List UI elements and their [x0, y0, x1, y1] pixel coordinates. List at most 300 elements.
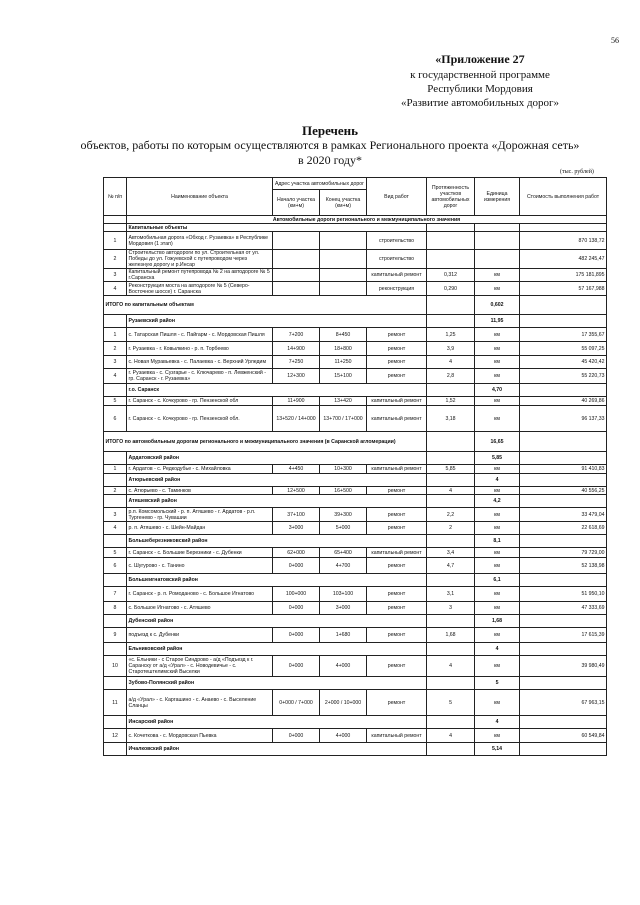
- cost: 55 097,25: [520, 342, 607, 356]
- group-length: 11,95: [475, 315, 520, 328]
- header-num: № п/п: [104, 178, 127, 216]
- end-km: 13+700 / 17+000: [320, 406, 367, 432]
- work-type: капитальный ремонт: [367, 729, 427, 743]
- row-num: 2: [104, 342, 127, 356]
- length-km: 3,9: [427, 342, 475, 356]
- object-name: «с. Ельники - с Старое Синдрово - а/д «Подъезд к г. Саранску от а/д «Урал» - с. Новодевичье - с. Старотештелимский Выселки: [127, 656, 273, 677]
- unit: км: [475, 328, 520, 342]
- table-row: [104, 250, 607, 269]
- group-length: 4,70: [475, 384, 520, 397]
- object-name: г. Саранск - р. п. Ромодановo - с. Большое Игнатово: [127, 587, 273, 602]
- row-num: 5: [104, 397, 127, 406]
- cell-empty: [520, 296, 607, 315]
- start-km: 7+250: [273, 356, 320, 369]
- length-km: [427, 232, 475, 250]
- cell-empty: [520, 452, 607, 465]
- length-km: 4: [427, 487, 475, 495]
- work-type: ремонт: [367, 602, 427, 615]
- start-km: 11+900: [273, 397, 320, 406]
- unit: км: [475, 729, 520, 743]
- start-km: 3+000: [273, 522, 320, 535]
- end-km: 13+420: [320, 397, 367, 406]
- work-type: ремонт: [367, 508, 427, 522]
- length-km: 5: [427, 690, 475, 716]
- unit: км: [475, 342, 520, 356]
- group-row: [104, 315, 607, 328]
- group-name: Ельниковский район: [127, 643, 427, 656]
- row-num: 4: [104, 282, 127, 296]
- objects-table: [103, 177, 607, 756]
- object-name: с. Новая Муравьевка - с. Палаевка - с. Верхний Урледим: [127, 356, 273, 369]
- unit: [475, 232, 520, 250]
- cell-empty: [520, 535, 607, 548]
- work-type: ремонт: [367, 369, 427, 384]
- unit: км: [475, 406, 520, 432]
- row-num: 4: [104, 369, 127, 384]
- object-name: г. Рузаевка - с. Сузгарье - с. Ключарево - п. Левженский - гр. Саранск - г. Рузаевка»: [127, 369, 273, 384]
- start-km: 12+500: [273, 487, 320, 495]
- cell-empty: [104, 495, 127, 508]
- start-km: 37+100: [273, 508, 320, 522]
- group-length: 4: [475, 474, 520, 487]
- cost: 60 549,84: [520, 729, 607, 743]
- row-num: 5: [104, 548, 127, 558]
- table-row: [104, 342, 607, 356]
- group-row: [104, 535, 607, 548]
- table-row: [104, 465, 607, 474]
- start-km: [273, 282, 320, 296]
- work-type: строительство: [367, 250, 427, 269]
- end-km: 65+400: [320, 548, 367, 558]
- table-row: [104, 487, 607, 495]
- header-work: Вид работ: [367, 178, 427, 216]
- cell-empty: [104, 535, 127, 548]
- table-row: [104, 406, 607, 432]
- work-type: реконструкция: [367, 282, 427, 296]
- unit: км: [475, 656, 520, 677]
- work-type: капитальный ремонт: [367, 269, 427, 282]
- cell-empty: [427, 615, 475, 628]
- group-row: [104, 716, 607, 729]
- length-km: 4: [427, 729, 475, 743]
- group-name: Большеберезниковский район: [127, 535, 427, 548]
- cost: 33 479,04: [520, 508, 607, 522]
- unit: км: [475, 548, 520, 558]
- cell-empty: [520, 474, 607, 487]
- table-row: [104, 232, 607, 250]
- group-length: 4: [475, 716, 520, 729]
- end-km: 2+000 / 10+000: [320, 690, 367, 716]
- table-row: [104, 282, 607, 296]
- row-num: 4: [104, 522, 127, 535]
- end-km: 11+250: [320, 356, 367, 369]
- end-km: 15+100: [320, 369, 367, 384]
- cell-empty: [520, 643, 607, 656]
- header-cost: Стоимость выполнения работ: [520, 178, 607, 216]
- cost: 55 220,73: [520, 369, 607, 384]
- cell-empty: [520, 224, 607, 232]
- table-row: [104, 558, 607, 574]
- length-km: 4,7: [427, 558, 475, 574]
- work-type: капитальный ремонт: [367, 397, 427, 406]
- object-name: г. Рузаевка - г. Ковылкино - р. п. Торбеево: [127, 342, 273, 356]
- cell-empty: [104, 677, 127, 690]
- group-row: [104, 615, 607, 628]
- group-length: 5: [475, 677, 520, 690]
- cost: 17 615,39: [520, 628, 607, 643]
- group-length: 5,14: [475, 743, 520, 756]
- appendix-title: «Приложение 27: [435, 52, 525, 66]
- end-km: 4+000: [320, 656, 367, 677]
- unit: км: [475, 487, 520, 495]
- table-row: [104, 522, 607, 535]
- length-km: 3,4: [427, 548, 475, 558]
- end-km: [320, 250, 367, 269]
- section-title: Автомобильные дороги регионального и межмуниципального значения: [127, 216, 607, 224]
- list-subtitle-text: объектов, работы по которым осуществляются в рамках Регионального проекта «Дорожная сеть»: [80, 138, 580, 152]
- cell-empty: [104, 643, 127, 656]
- work-type: ремонт: [367, 690, 427, 716]
- object-name: р. п. Атяшево - с. Шейн-Майдан: [127, 522, 273, 535]
- work-type: ремонт: [367, 558, 427, 574]
- object-name: а/д «Урал» - с. Каргашино - с. Анаево - с. Выселение Сланцы: [127, 690, 273, 716]
- header-address: Адрес участка автомобильных дорог: [273, 178, 367, 190]
- cell-empty: [427, 574, 475, 587]
- start-km: 0+000: [273, 656, 320, 677]
- cost: 52 138,98: [520, 558, 607, 574]
- object-name: г. Ардатов - с. Редкодубье - с. Михайловка: [127, 465, 273, 474]
- cell-empty: [427, 384, 475, 397]
- cost: 22 618,69: [520, 522, 607, 535]
- row-num: 2: [104, 250, 127, 269]
- table-body: [104, 216, 607, 756]
- start-km: 62+000: [273, 548, 320, 558]
- length-km: 1,25: [427, 328, 475, 342]
- end-km: 3+000: [320, 602, 367, 615]
- work-type: ремонт: [367, 328, 427, 342]
- cell-empty: [104, 574, 127, 587]
- header-length: Протяженность участков автомобильных дорог: [427, 178, 475, 216]
- group-name: Рузаевский район: [127, 315, 427, 328]
- table-row: [104, 508, 607, 522]
- group-row: [104, 495, 607, 508]
- group-name: Атяшевский район: [127, 495, 427, 508]
- end-km: 39+300: [320, 508, 367, 522]
- group-length: 8,1: [475, 535, 520, 548]
- work-type: капитальный ремонт: [367, 548, 427, 558]
- length-km: 4: [427, 656, 475, 677]
- object-name: Реконструкция моста на автодороге № 5 (Северо-Восточное шоссе) г. Саранска: [127, 282, 273, 296]
- cost: 45 420,42: [520, 356, 607, 369]
- start-km: 12+300: [273, 369, 320, 384]
- cell-empty: [427, 224, 475, 232]
- cell-empty: [104, 615, 127, 628]
- start-km: [273, 250, 320, 269]
- cost: 57 167,988: [520, 282, 607, 296]
- unit: км: [475, 690, 520, 716]
- cell-empty: [427, 743, 475, 756]
- unit: км: [475, 269, 520, 282]
- group-length: [475, 224, 520, 232]
- object-name: с. Атюрьево - с. Таминков: [127, 487, 273, 495]
- table-row: [104, 587, 607, 602]
- total-name: ИТОГО по автомобильным дорогам регионального и межмуниципального значения (в Саранской агломерации): [104, 432, 427, 452]
- cost: 79 729,00: [520, 548, 607, 558]
- end-km: 16+500: [320, 487, 367, 495]
- start-km: [273, 232, 320, 250]
- length-km: 3: [427, 602, 475, 615]
- unit: км: [475, 397, 520, 406]
- group-name: Большеигнатовский район: [127, 574, 427, 587]
- group-row: [104, 643, 607, 656]
- unit: км: [475, 602, 520, 615]
- group-name: Капитальные объекты: [127, 224, 427, 232]
- group-row: [104, 474, 607, 487]
- cost: 870 138,72: [520, 232, 607, 250]
- end-km: [320, 269, 367, 282]
- row-num: 12: [104, 729, 127, 743]
- end-km: 5+000: [320, 522, 367, 535]
- list-subtitle: [60, 138, 600, 168]
- table-row: [104, 269, 607, 282]
- end-km: [320, 232, 367, 250]
- length-km: 2,2: [427, 508, 475, 522]
- end-km: 10+300: [320, 465, 367, 474]
- cell-empty: [427, 452, 475, 465]
- start-km: 0+000 / 7+000: [273, 690, 320, 716]
- cost: 175 181,895: [520, 269, 607, 282]
- cell-empty: [520, 743, 607, 756]
- end-km: 1+680: [320, 628, 367, 643]
- cell-empty: [427, 296, 475, 315]
- start-km: [273, 269, 320, 282]
- start-km: 7+200: [273, 328, 320, 342]
- group-length: 4: [475, 643, 520, 656]
- header-end: Конец участка (км+м): [320, 190, 367, 216]
- group-length: 5,85: [475, 452, 520, 465]
- length-km: 3,18: [427, 406, 475, 432]
- work-type: ремонт: [367, 628, 427, 643]
- work-type: капитальный ремонт: [367, 406, 427, 432]
- group-name: Ичалковский район: [127, 743, 427, 756]
- group-row: [104, 452, 607, 465]
- header-start: Начало участка (км+м): [273, 190, 320, 216]
- object-name: с. Шугурово - с. Танино: [127, 558, 273, 574]
- start-km: 4+450: [273, 465, 320, 474]
- end-km: [320, 282, 367, 296]
- appendix-line-3: «Развитие автомобильных дорог»: [400, 97, 560, 109]
- length-km: 2: [427, 522, 475, 535]
- cell-empty: [520, 315, 607, 328]
- end-km: 4+000: [320, 729, 367, 743]
- page-number: 56: [611, 36, 619, 45]
- cell-empty: [427, 432, 475, 452]
- row-num: 10: [104, 656, 127, 677]
- work-type: ремонт: [367, 522, 427, 535]
- start-km: 0+000: [273, 558, 320, 574]
- table-row: [104, 548, 607, 558]
- cost: 17 355,67: [520, 328, 607, 342]
- object-name: г. Саранск - с. Кочкурово - гр. Пензенской обл: [127, 397, 273, 406]
- work-type: ремонт: [367, 487, 427, 495]
- length-km: 4: [427, 356, 475, 369]
- cell-empty: [104, 474, 127, 487]
- cost: 51 950,10: [520, 587, 607, 602]
- table-row: [104, 602, 607, 615]
- end-km: 4+700: [320, 558, 367, 574]
- table-row: [104, 397, 607, 406]
- object-name: Автомобильная дорога «Обход г. Рузаевка» в Республике Мордовия (1 этап): [127, 232, 273, 250]
- row-num: 6: [104, 406, 127, 432]
- group-length: 4,2: [475, 495, 520, 508]
- unit: км: [475, 587, 520, 602]
- cell-empty: [427, 716, 475, 729]
- group-row: [104, 384, 607, 397]
- unit: [475, 250, 520, 269]
- row-num: 3: [104, 356, 127, 369]
- length-km: 1,68: [427, 628, 475, 643]
- group-name: Ардатовский район: [127, 452, 427, 465]
- cell-empty: [427, 535, 475, 548]
- cell-empty: [427, 677, 475, 690]
- group-name: Зубово-Полянский район: [127, 677, 427, 690]
- table-row: [104, 328, 607, 342]
- work-type: строительство: [367, 232, 427, 250]
- start-km: 14+900: [273, 342, 320, 356]
- group-name: Инсарский район: [127, 716, 427, 729]
- table-row: [104, 729, 607, 743]
- object-name: Капитальный ремонт путепровода № 2 на автодороге № 5 г.Саранска: [127, 269, 273, 282]
- row-num: 7: [104, 587, 127, 602]
- cell-empty: [520, 716, 607, 729]
- object-name: г. Саранск - с. Кочкурово - гр. Пензенской обл.: [127, 406, 273, 432]
- cell-empty: [104, 315, 127, 328]
- table-row: [104, 656, 607, 677]
- cost: 39 980,49: [520, 656, 607, 677]
- section-row: [104, 216, 607, 224]
- row-num: 1: [104, 232, 127, 250]
- work-type: ремонт: [367, 587, 427, 602]
- total-name: ИТОГО по капитальным объектам: [104, 296, 427, 315]
- row-num: 3: [104, 269, 127, 282]
- cell-empty: [104, 452, 127, 465]
- cell-empty: [520, 432, 607, 452]
- work-type: ремонт: [367, 656, 427, 677]
- group-row: [104, 743, 607, 756]
- length-km: 1,52: [427, 397, 475, 406]
- row-num: 9: [104, 628, 127, 643]
- cost: 482 245,47: [520, 250, 607, 269]
- start-km: 0+000: [273, 628, 320, 643]
- length-km: 2,8: [427, 369, 475, 384]
- object-name: с. Большое Игнатово - с. Атяшево: [127, 602, 273, 615]
- work-type: ремонт: [367, 356, 427, 369]
- end-km: 8+450: [320, 328, 367, 342]
- cell-empty: [520, 495, 607, 508]
- unit: км: [475, 282, 520, 296]
- cell-empty: [520, 384, 607, 397]
- header-name: Наименование объекта: [127, 178, 273, 216]
- object-name: с. Кочеткова - с. Мордовская Пьевка: [127, 729, 273, 743]
- group-name: г.о. Саранск: [127, 384, 427, 397]
- work-type: капитальный ремонт: [367, 465, 427, 474]
- header-unit: Единица измерения: [475, 178, 520, 216]
- group-row: [104, 224, 607, 232]
- row-num: 11: [104, 690, 127, 716]
- table-row: [104, 628, 607, 643]
- total-row: [104, 296, 607, 315]
- length-km: [427, 250, 475, 269]
- unit: км: [475, 508, 520, 522]
- cell-empty: [104, 224, 127, 232]
- group-name: Дубенский район: [127, 615, 427, 628]
- appendix-line-2: Республики Мордовия: [427, 83, 533, 95]
- object-name: с. Татарская Пишля - с. Пайгарм - с. Мордовская Пишля: [127, 328, 273, 342]
- total-row: [104, 432, 607, 452]
- row-num: 1: [104, 465, 127, 474]
- cell-empty: [520, 615, 607, 628]
- cell-empty: [427, 315, 475, 328]
- cost: 40 269,86: [520, 397, 607, 406]
- start-km: 100+000: [273, 587, 320, 602]
- row-num: 6: [104, 558, 127, 574]
- unit: км: [475, 628, 520, 643]
- cost: 47 333,69: [520, 602, 607, 615]
- cell-empty: [427, 474, 475, 487]
- group-length: 0,602: [475, 296, 520, 315]
- list-year: в 2020 году*: [297, 153, 363, 167]
- start-km: 0+000: [273, 602, 320, 615]
- unit: км: [475, 522, 520, 535]
- end-km: 103+100: [320, 587, 367, 602]
- object-name: г. Саранск - с. Большие Березники - с. Дубенки: [127, 548, 273, 558]
- length-km: 0,290: [427, 282, 475, 296]
- cell-empty: [104, 743, 127, 756]
- cost: 40 556,25: [520, 487, 607, 495]
- cell-empty: [104, 216, 127, 224]
- object-name: р.п. Комсомольский - р. п. Атяшево - г. Ардатов - р.п. Тургенево - гр. Чувашии: [127, 508, 273, 522]
- object-name: подъезд к с. Дубенки: [127, 628, 273, 643]
- end-km: 18+800: [320, 342, 367, 356]
- length-km: 5,85: [427, 465, 475, 474]
- group-length: 1,68: [475, 615, 520, 628]
- group-length: 16,65: [475, 432, 520, 452]
- unit: км: [475, 558, 520, 574]
- row-num: 3: [104, 508, 127, 522]
- group-name: Атюрьевский район: [127, 474, 427, 487]
- group-row: [104, 677, 607, 690]
- start-km: 13+520 / 14+000: [273, 406, 320, 432]
- row-num: 8: [104, 602, 127, 615]
- units-note: (тыс. рублей): [560, 169, 594, 175]
- work-type: ремонт: [367, 342, 427, 356]
- cell-empty: [427, 643, 475, 656]
- group-row: [104, 574, 607, 587]
- start-km: 0+000: [273, 729, 320, 743]
- cell-empty: [520, 677, 607, 690]
- table-row: [104, 356, 607, 369]
- cell-empty: [104, 384, 127, 397]
- table-row: [104, 690, 607, 716]
- appendix-line-1: к государственной программе: [410, 69, 550, 81]
- group-length: 6,1: [475, 574, 520, 587]
- cost: 67 963,15: [520, 690, 607, 716]
- row-num: 2: [104, 487, 127, 495]
- row-num: 1: [104, 328, 127, 342]
- cell-empty: [520, 574, 607, 587]
- length-km: 0,312: [427, 269, 475, 282]
- unit: км: [475, 356, 520, 369]
